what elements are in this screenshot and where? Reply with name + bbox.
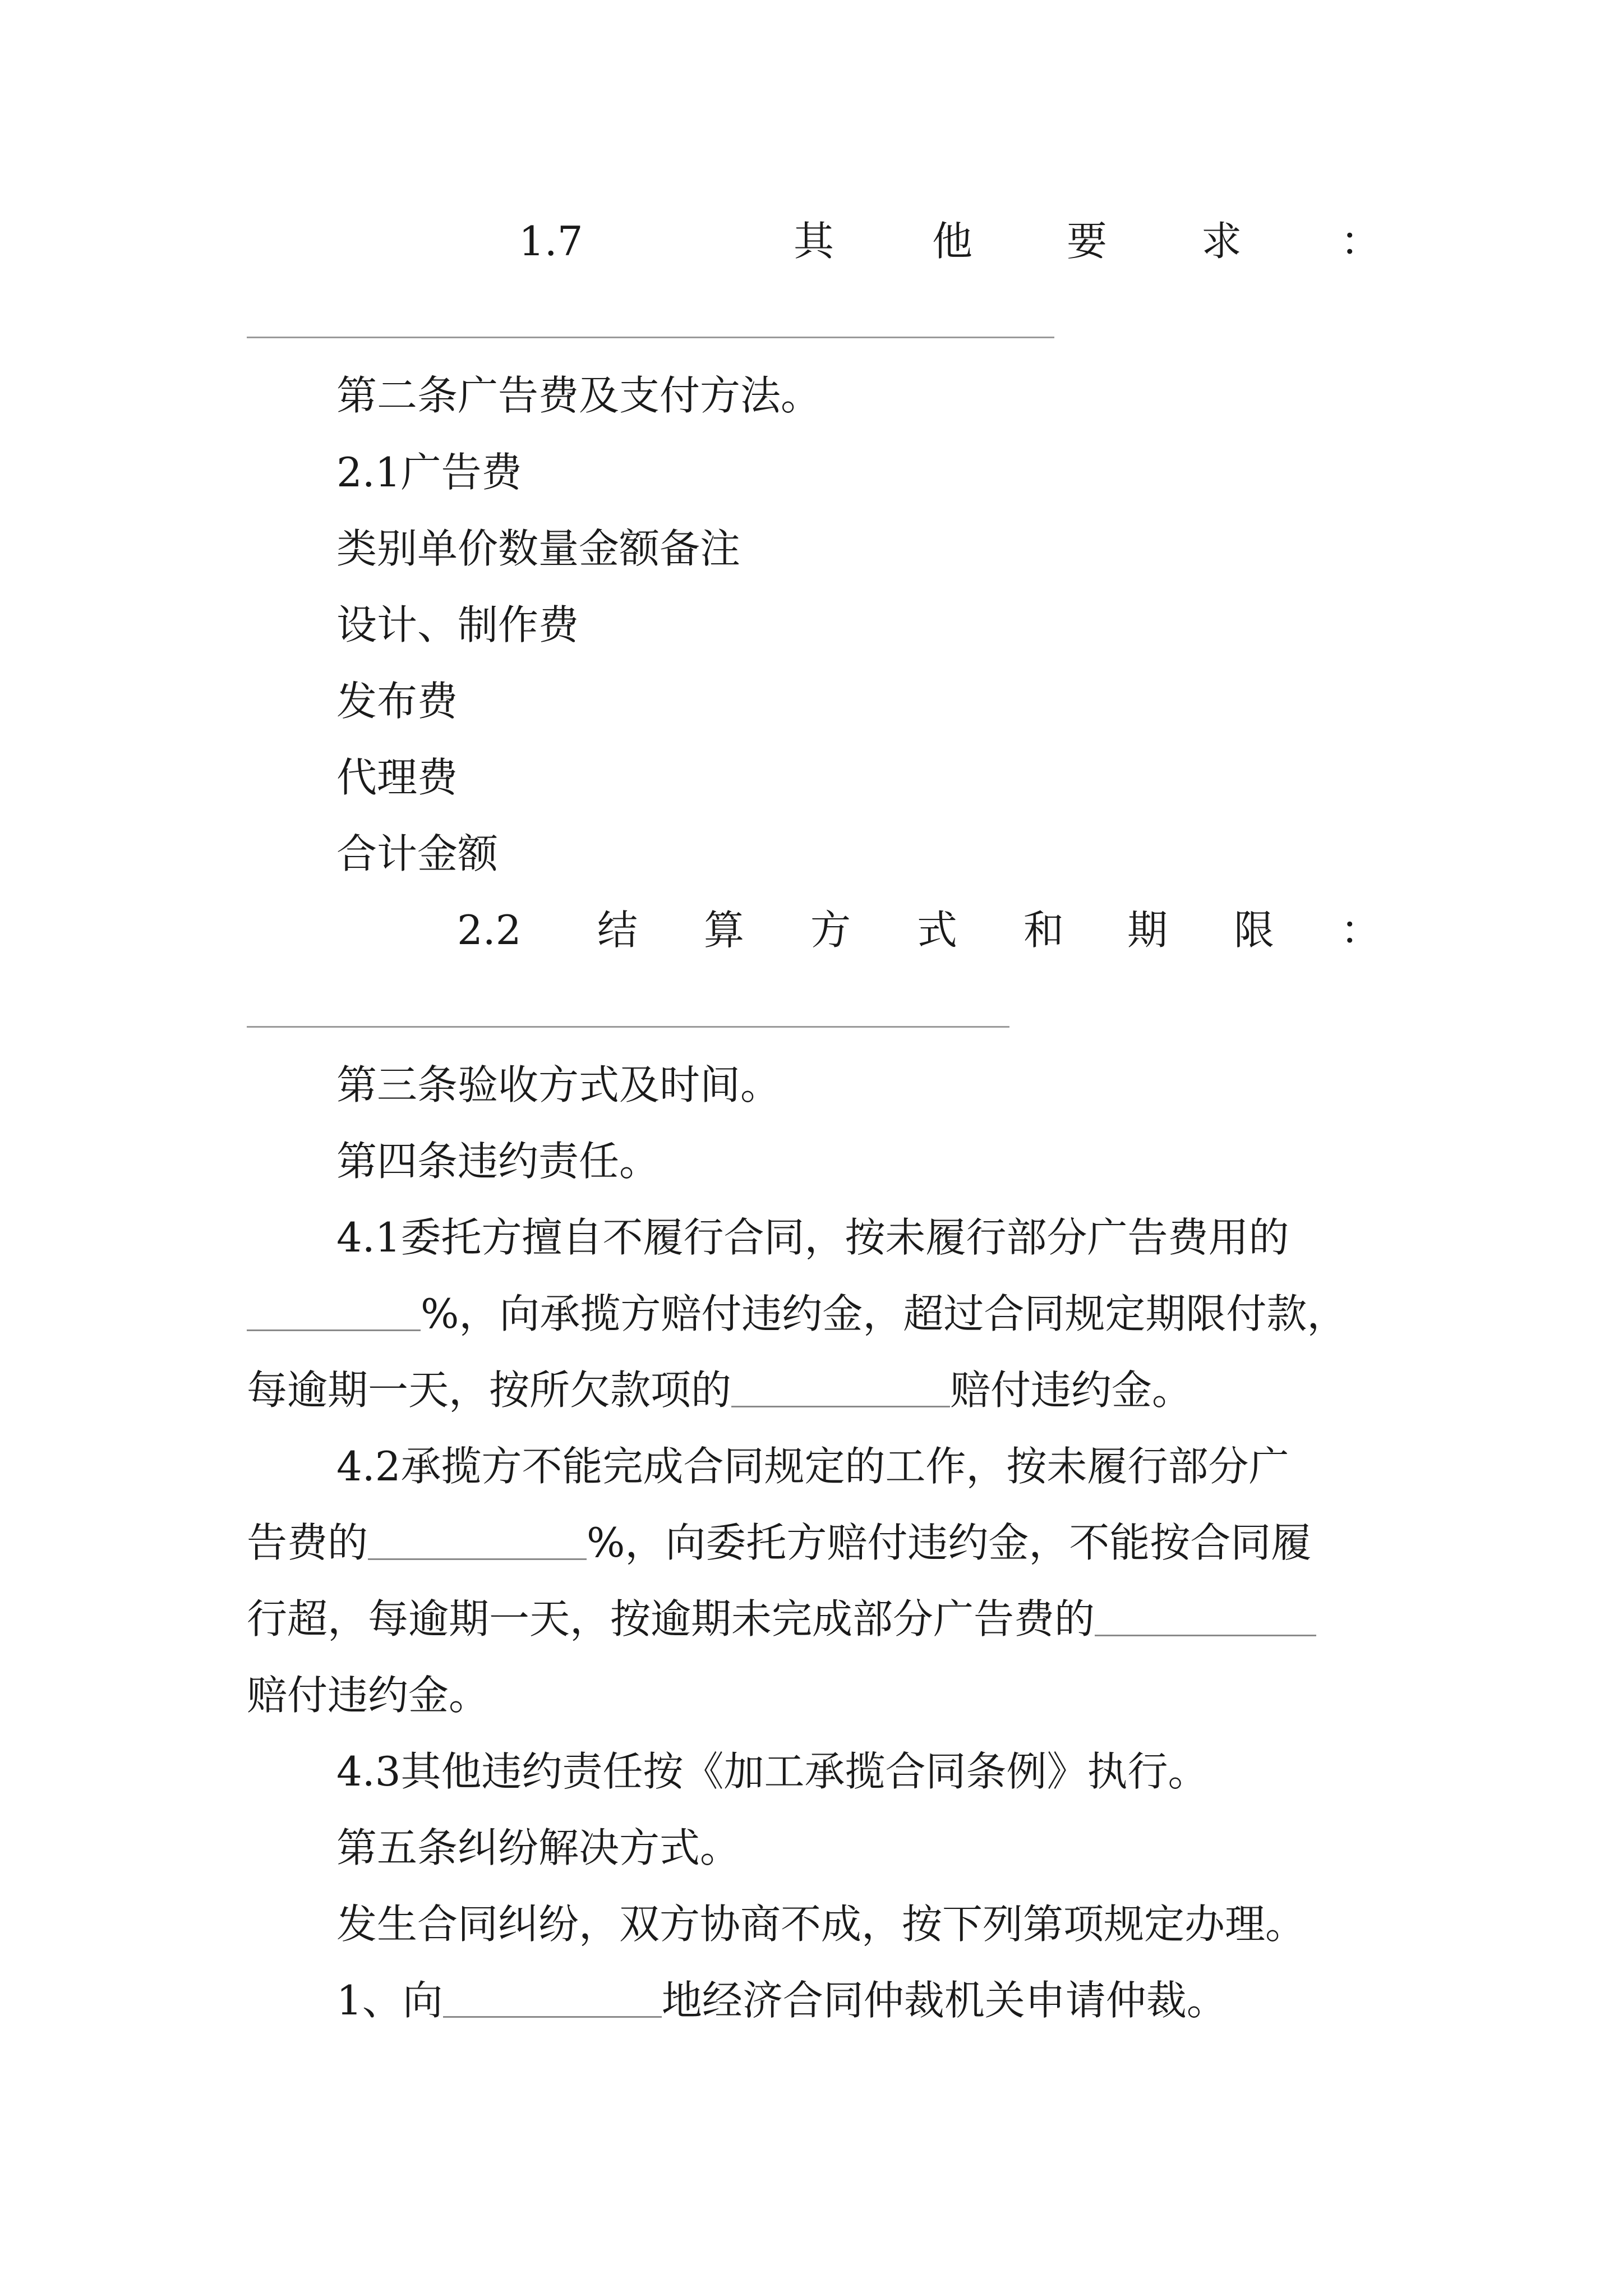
blank-field [1095, 1601, 1316, 1636]
heading-2-2-char: 和 [1023, 907, 1064, 954]
fee-table-header: 类别单价数量金额备注 [336, 525, 741, 572]
clause-4-1-line3-text-b: 赔付违约金。 [950, 1366, 1193, 1414]
clause-4-2-line2-text-b: %，向委托方赔付违约金，不能按合同履 [587, 1519, 1312, 1566]
clause-4-1-line2 [247, 1283, 1347, 1345]
clause-4-3: 4.3其他违约责任按《加工承揽合同条例》执行。 [336, 1748, 1209, 1795]
clause-2-1: 2.1广告费 [336, 449, 522, 496]
clause-4-2-line2-text-a: 告费的 [247, 1519, 368, 1566]
fill-in-rule [247, 1026, 1009, 1028]
blank-field [443, 1982, 662, 2018]
fill-in-rule [247, 337, 1054, 338]
heading-2-2-char: 算 [704, 907, 745, 954]
clause-4-1-line3-text-a: 每逾期一天，按所欠款项的 [247, 1366, 732, 1414]
heading-1-7-char: 要 [1067, 218, 1108, 265]
fee-row-publish: 发布费 [336, 678, 458, 725]
blank-field [731, 1372, 950, 1407]
article-5-title: 第五条纠纷解决方式。 [336, 1824, 741, 1871]
article-5-item-1 [336, 1970, 1227, 2031]
fee-row-agency: 代理费 [336, 754, 458, 801]
heading-2-2-char: 结 [597, 907, 638, 954]
article-3-title: 第三条验收方式及时间。 [336, 1061, 781, 1108]
clause-4-2-line4: 赔付违约金。 [247, 1672, 490, 1719]
clause-4-2-line1: 4.2承揽方不能完成合同规定的工作，按未履行部分广 [336, 1443, 1289, 1490]
heading-1-7-char: 求 [1201, 218, 1242, 265]
clause-4-2-line2 [247, 1512, 1311, 1573]
heading-1-7-number: 1.7 [519, 218, 583, 265]
heading-2-2-char: 期 [1127, 907, 1168, 954]
clause-4-1-line1: 4.1委托方擅自不履行合同，按未履行部分广告费用的 [336, 1214, 1289, 1261]
heading-1-7-char: 其 [794, 218, 834, 265]
clause-4-1-line2-text: %，向承揽方赔付违约金，超过合同规定期限付款， [421, 1290, 1348, 1337]
fee-row-total: 合计金额 [336, 830, 499, 877]
heading-2-2 [0, 899, 1623, 961]
heading-2-2-char: ： [1340, 907, 1381, 954]
blank-field [247, 1296, 421, 1331]
heading-1-7-char: ： [1340, 218, 1381, 265]
clause-4-1-line3 [247, 1359, 1192, 1421]
heading-1-7 [0, 210, 1623, 272]
blank-field [368, 1525, 587, 1560]
article-2-title: 第二条广告费及支付方法。 [336, 372, 822, 419]
article-5-item-1-text-b: 地经济合同仲裁机关申请仲裁。 [661, 1977, 1227, 2024]
article-5-intro: 发生合同纠纷，双方协商不成，按下列第项规定办理。 [336, 1901, 1306, 1948]
heading-1-7-char: 他 [932, 218, 973, 265]
heading-2-2-number: 2.2 [457, 907, 522, 954]
article-4-title: 第四条违约责任。 [336, 1138, 660, 1185]
article-5-item-1-text-a: 1、向 [336, 1977, 443, 2024]
heading-2-2-char: 式 [917, 907, 958, 954]
clause-4-2-line3 [247, 1588, 1316, 1650]
heading-2-2-char: 方 [810, 907, 851, 954]
heading-2-2-char: 限 [1234, 907, 1275, 954]
clause-4-2-line3-text: 行超，每逾期一天，按逾期未完成部分广告费的 [247, 1595, 1095, 1642]
fee-row-design: 设计、制作费 [336, 601, 579, 648]
